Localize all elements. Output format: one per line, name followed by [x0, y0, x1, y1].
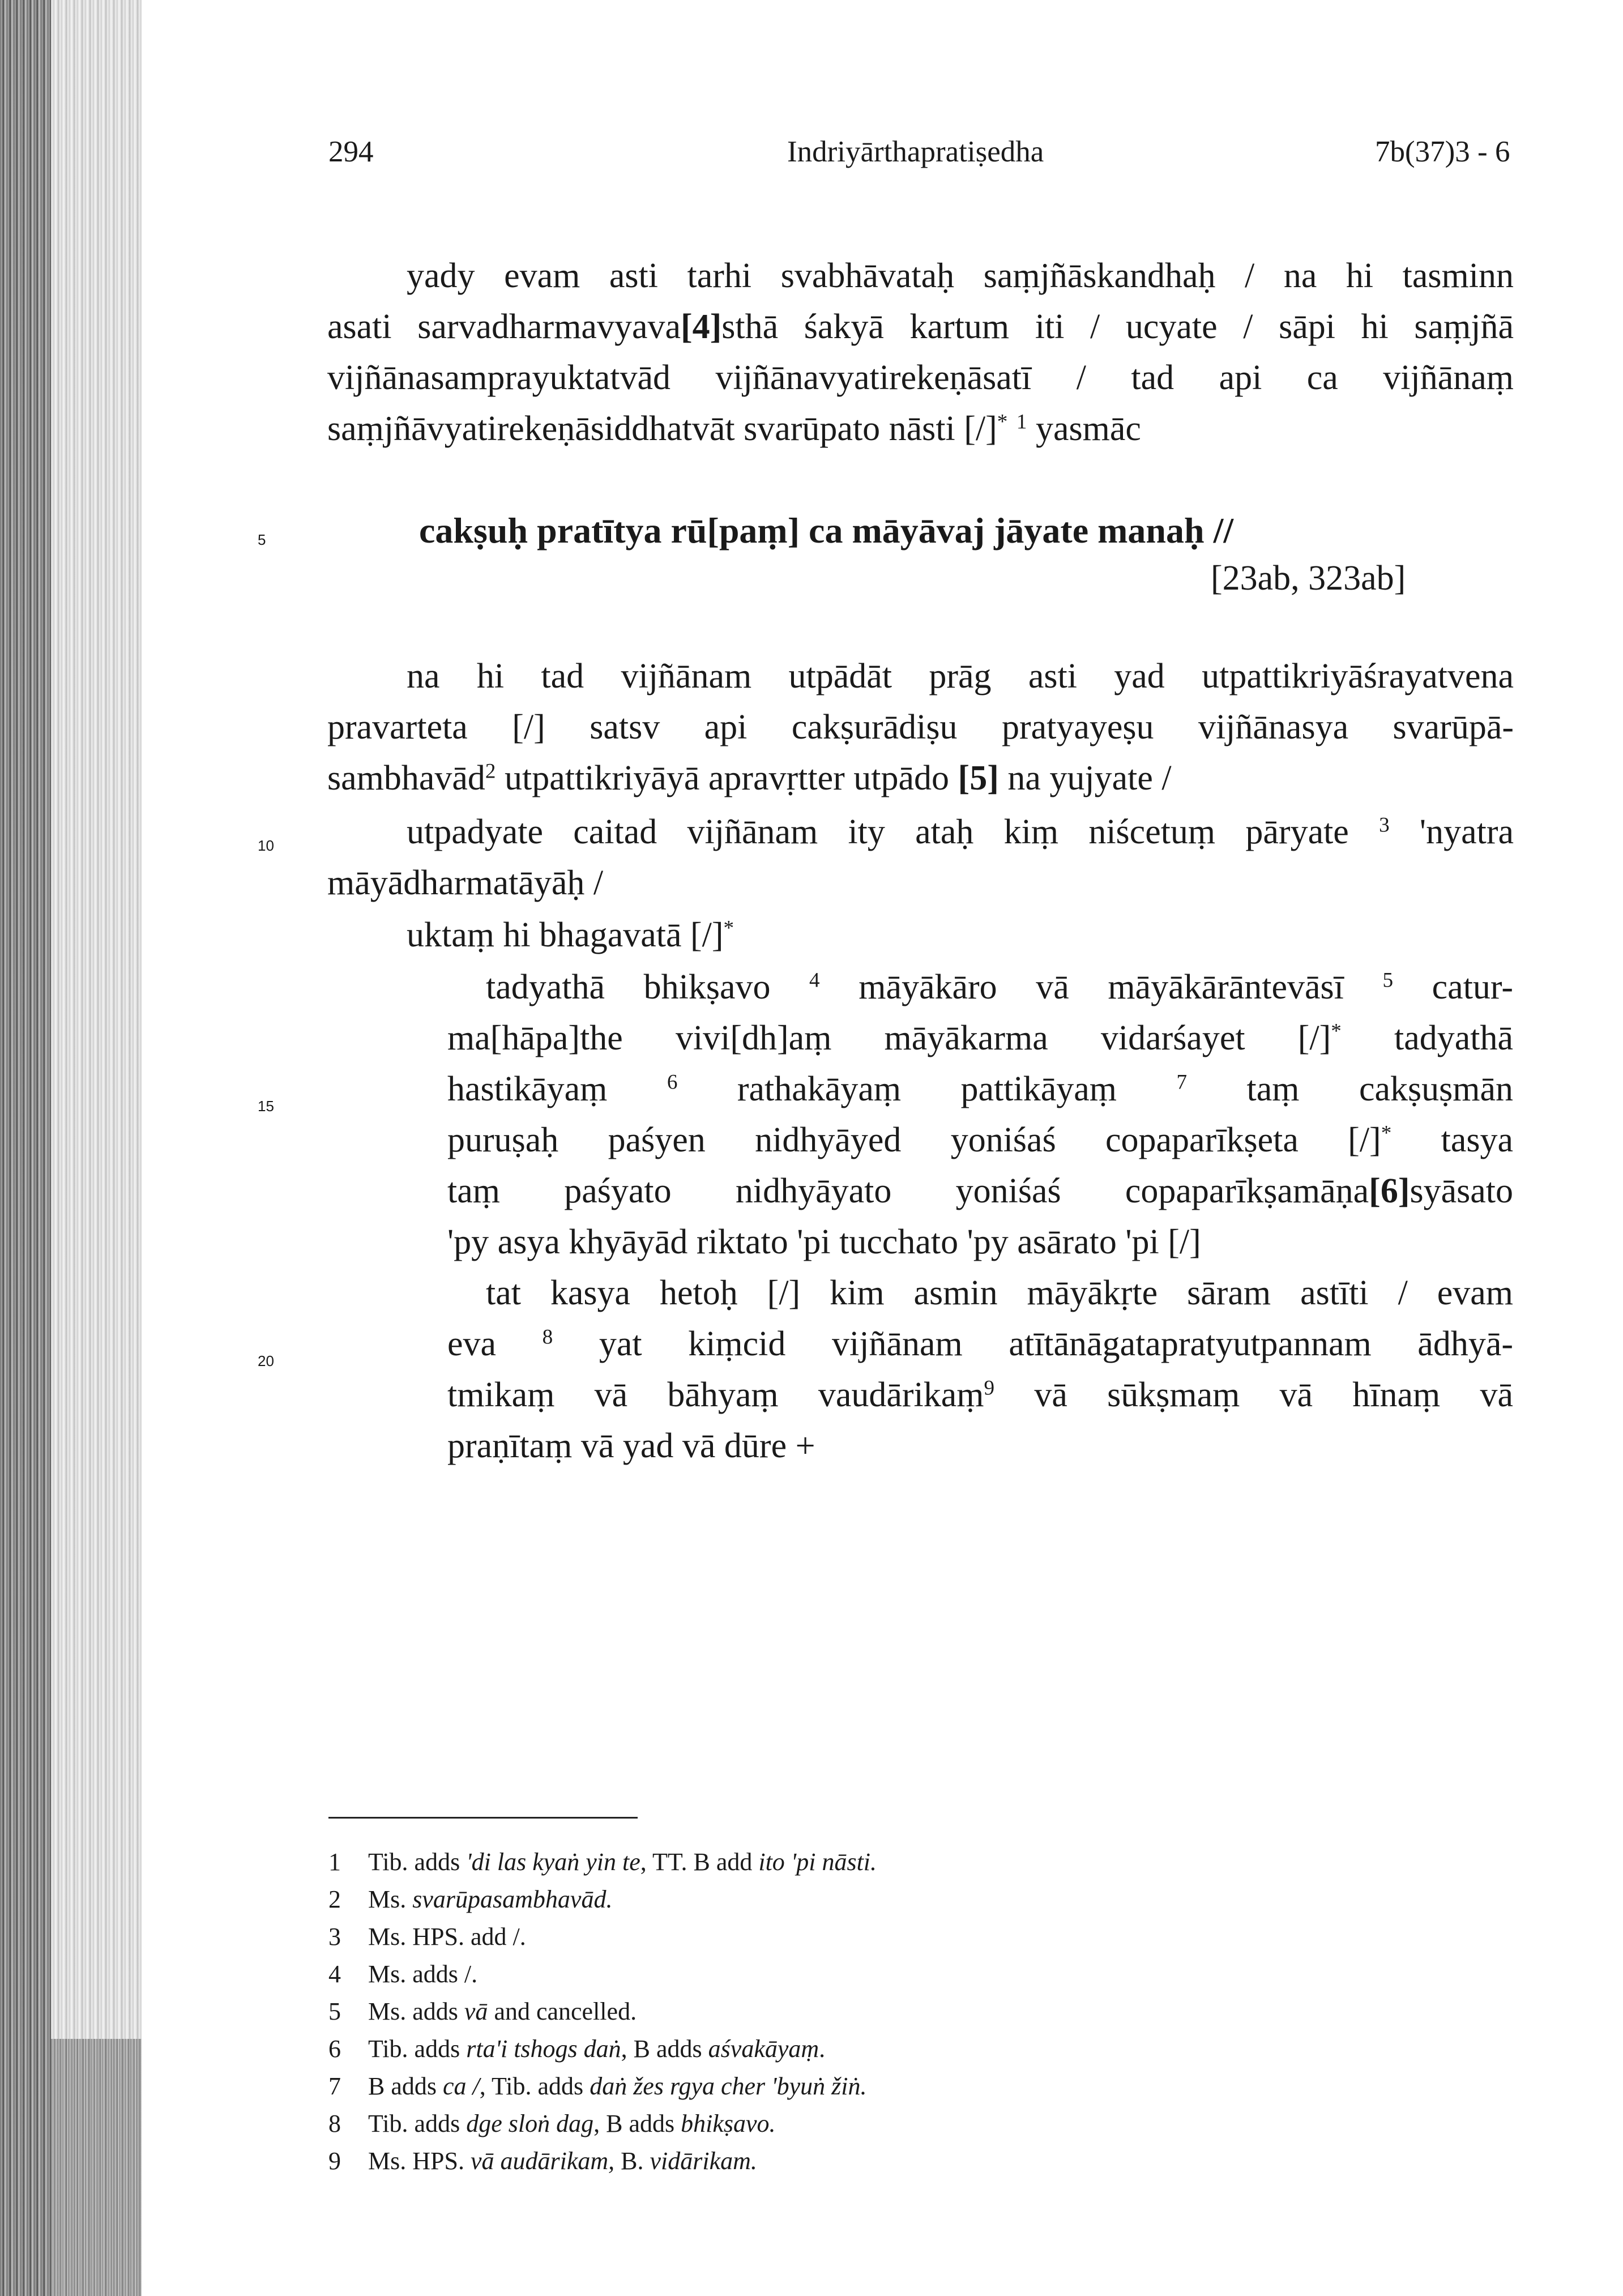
line-number: 15 [258, 1098, 274, 1115]
quote-line: taṃ paśyato nidhyāyato yoniśaś copaparīkṣamāṇa[6]syāsato [447, 1172, 1513, 1210]
text-line: māyādharmatāyāḥ / [327, 864, 604, 902]
footnote: 7 B adds ca /, Tib. adds daṅ žes rgya cher 'byuṅ žiṅ. [328, 2072, 867, 2100]
text-line: vijñānasamprayuktatvād vijñānavyatirekeṇāsatī / tad api ca vijñānaṃ [327, 359, 1514, 397]
quote-line: praṇītaṃ vā yad vā dūre + [447, 1427, 815, 1465]
quote-line: tmikaṃ vā bāhyaṃ vaudārikaṃ$^9$ vā sūkṣmaṃ vā hīnaṃ vā [447, 1376, 1513, 1414]
quote-line: puruṣaḥ paśyen nidhyāyed yoniśaś copaparīkṣeta [/]* tasya [447, 1121, 1513, 1159]
quote-line: tat kasya hetoḥ [/] kim asmin māyākṛte sāram astīti / evam [486, 1274, 1513, 1312]
verse-reference: [23ab, 323ab] [1211, 559, 1406, 598]
running-header [0, 135, 1623, 180]
text-line: yady evam asti tarhi svabhāvataḥ saṃjñāskandhaḥ / na hi tasminn [407, 257, 1514, 295]
book-spine-edge [0, 0, 51, 2296]
folio-reference: 7b(37)3 - 6 [1375, 135, 1510, 168]
quote-line: tadyathā bhikṣavo $^4$ māyākāro vā māyākārāntevāsī $^5$ catur- [486, 968, 1513, 1006]
footnote: 6 Tib. adds rta'i tshogs daṅ, B adds aśvakāyaṃ. [328, 2035, 826, 2063]
footnote-divider [328, 1817, 638, 1819]
text-line: na hi tad vijñānam utpādāt prāg asti yad utpattikriyāśrayatvena [407, 657, 1514, 695]
book-spine-base [51, 2039, 142, 2296]
text-line: asati sarvadharmavyava[4]sthā śakyā kartum iti / ucyate / sāpi hi saṃjñā [327, 308, 1514, 346]
quote-line: ma[hāpa]the vivi[dh]aṃ māyākarma vidarśayet [/]* tadyathā [447, 1019, 1514, 1057]
footnote: 5 Ms. adds vā and cancelled. [328, 1998, 637, 2025]
text-line: pravarteta [/] satsv api cakṣurādiṣu pratyayeṣu vijñānasya svarūpā- [327, 708, 1514, 746]
footnote: 8 Tib. adds dge sloṅ dag, B adds bhikṣavo. [328, 2110, 776, 2137]
text-line: sambhavād$^2$ utpattikriyāyā apravṛtter utpādo [5] na yujyate / [327, 759, 1172, 797]
line-number: 10 [258, 837, 274, 854]
line-number: 20 [258, 1352, 274, 1369]
text-line: uktaṃ hi bhagavatā [/]* [407, 916, 734, 954]
quote-line: eva $^8$ yat kiṃcid vijñānam atītānāgatapratyutpannam ādhyā- [447, 1325, 1513, 1363]
footnote: 2 Ms. svarūpasambhavād. [328, 1885, 613, 1913]
verse-line: cakṣuḥ pratītya rū[paṃ] ca māyāvaj jāyate manaḥ // [419, 510, 1234, 550]
quote-line: hastikāyaṃ $^6$ rathakāyaṃ pattikāyaṃ $^7$ taṃ cakṣuṣmān [447, 1070, 1513, 1108]
footnote: 4 Ms. adds /. [328, 1960, 478, 1988]
line-number: 5 [258, 531, 266, 548]
footnote: 1 Tib. adds 'di las kyaṅ yin te, TT. B add ito 'pi nāsti. [328, 1848, 877, 1876]
footnote: 3 Ms. HPS. add /. [328, 1923, 526, 1951]
text-line: saṃjñāvyatirekeṇāsiddhatvāt svarūpato nāsti [/]* $^1$ yasmāc [327, 409, 1141, 448]
footnote: 9 Ms. HPS. vā audārikam, B. vidārikam. [328, 2147, 757, 2175]
page-number: 294 [328, 135, 374, 168]
running-title: Indriyārthapratiṣedha [787, 135, 1044, 168]
text-line: utpadyate caitad vijñānam ity ataḥ kiṃ niścetuṃ pāryate $^3$ 'nyatra [407, 813, 1514, 851]
quote-line: 'py asya khyāyād riktato 'pi tucchato 'py asārato 'pi [/] [447, 1223, 1201, 1261]
